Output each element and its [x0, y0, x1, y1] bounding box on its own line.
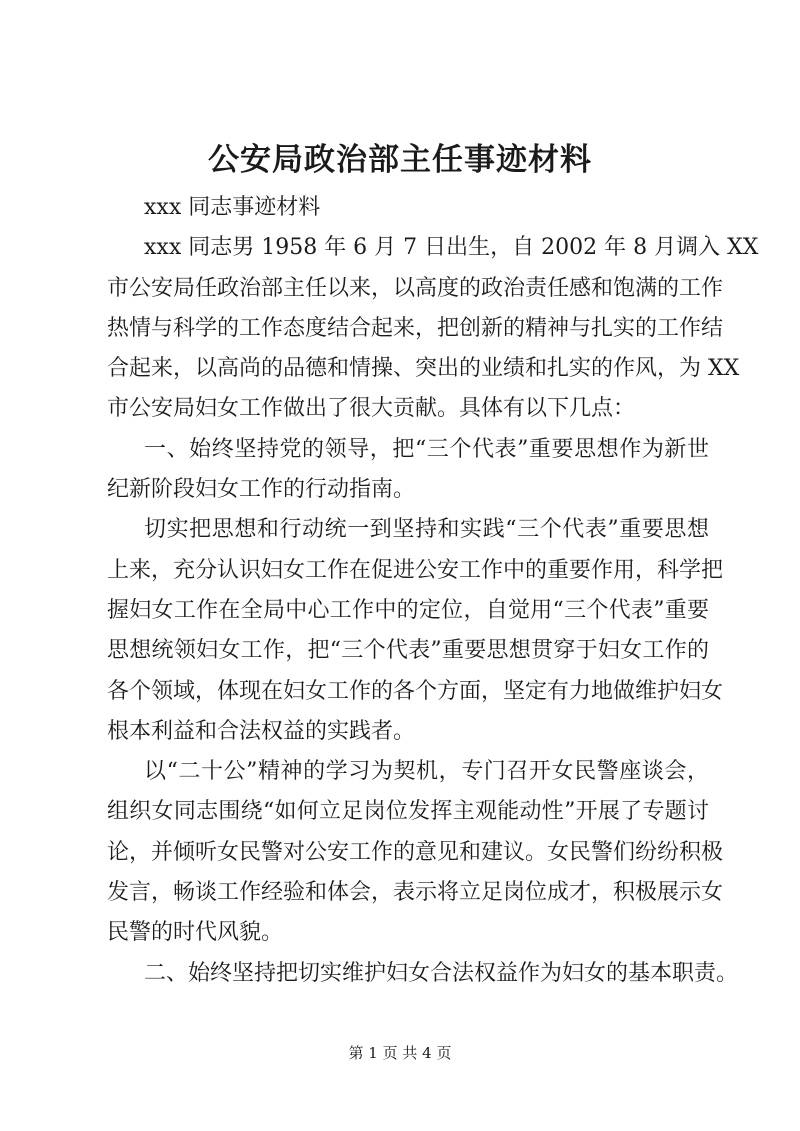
paragraph	[107, 188, 709, 228]
text-line: 市公安局妇女工作做出了很大贡献。具体有以下几点：	[107, 396, 636, 422]
paragraph	[107, 954, 739, 994]
text-line: 发言，畅谈工作经验和体会，表示将立足岗位成才，积极展示女	[107, 880, 724, 906]
text-line: 上来，充分认识妇女工作在促进公安工作中的重要作用，科学把	[107, 557, 724, 583]
text-line: xxx 同志事迹材料	[144, 195, 321, 220]
text-line: xxx 同志男 1958 年 6 月 7 日出生，自 2002 年 8 月调入 XX	[144, 235, 759, 261]
text-line: 一、始终坚持党的领导，把“三个代表”重要思想作为新世	[144, 436, 709, 462]
text-line: 根本利益和合法权益的实践者。	[107, 718, 416, 744]
text-line: 二、始终坚持把切实维护妇女合法权益作为妇女的基本职责。	[144, 960, 739, 986]
text-line: 各个领域，体现在妇女工作的各个方面，坚定有力地做维护妇女	[107, 678, 724, 704]
text-line: 热情与科学的工作态度结合起来，把创新的精神与扎实的工作结	[107, 315, 724, 341]
text-line: 民警的时代风貌。	[107, 920, 284, 946]
text-line: 切实把思想和行动统一到坚持和实践“三个代表”重要思想	[144, 517, 709, 543]
paragraph	[107, 510, 724, 752]
text-line: 合起来，以高尚的品德和情操、突出的业绩和扎实的作风，为 XX	[107, 356, 740, 382]
text-line: 市公安局任政治部主任以来，以高度的政治责任感和饱满的工作	[107, 275, 724, 301]
text-line: 以“二十公”精神的学习为契机，专门召开女民警座谈会，	[144, 759, 709, 785]
paragraph	[107, 430, 709, 511]
paragraph	[107, 752, 724, 953]
text-line: 纪新阶段妇女工作的行动指南。	[107, 477, 416, 503]
page-footer: 第 1 页 共 4 页	[348, 1044, 452, 1062]
text-line: 握妇女工作在全局中心工作中的定位，自觉用“三个代表”重要	[107, 597, 709, 623]
paragraph	[107, 228, 759, 429]
document-body	[107, 188, 759, 994]
text-line: 论，并倾听女民警对公安工作的意见和建议。女民警们纷纷积极	[107, 839, 724, 865]
text-line: 组织女同志围绕“如何立足岗位发挥主观能动性”开展了专题讨	[107, 799, 709, 825]
text-line: 思想统领妇女工作，把“三个代表”重要思想贯穿于妇女工作的	[107, 638, 709, 664]
document-title: 公安局政治部主任事迹材料	[208, 142, 592, 178]
